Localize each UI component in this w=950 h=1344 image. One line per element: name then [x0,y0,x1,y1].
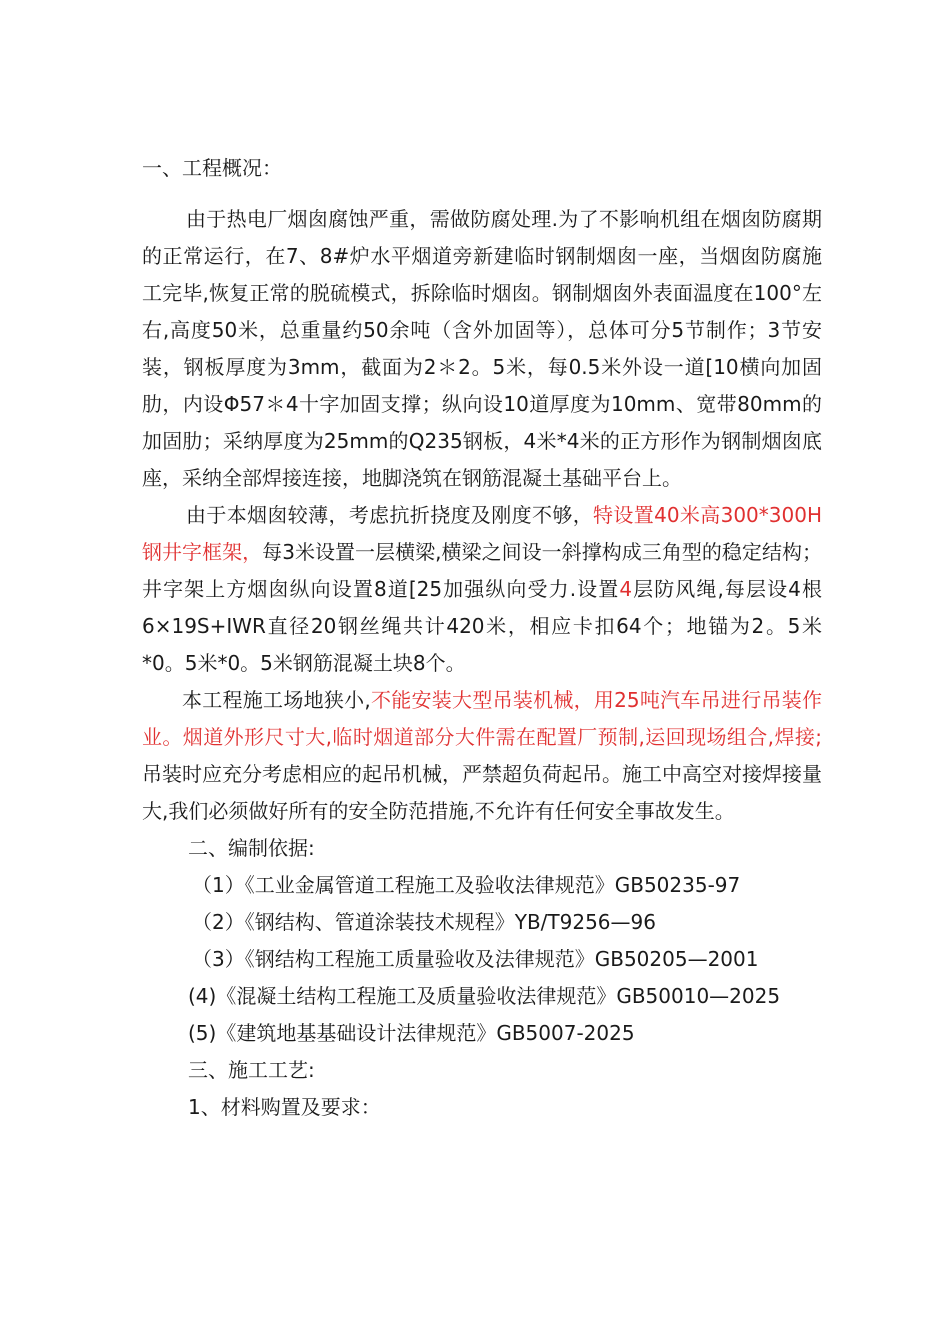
text-segment: 吊装时应充分考虑相应的起吊机械，严禁超负荷起吊。施工中高空对接焊接量大,我们必须做好所有的安全防范措施,不允许有任何安全事故发生。 [142,762,822,823]
text-segment: 本工程施工场地狭小, [182,688,371,712]
highlight-text: 特设置40米高300*300H钢井字框架， [142,503,822,564]
reference-item: (5)《建筑地基基础设计法律规范》GB5007-2025 [188,1021,635,1045]
section-heading-process: 三、施工工艺: [188,1058,315,1082]
text-segment: 层防风绳,每层设4根6×19S+IWR直径20钢丝绳共计420米，相应卡扣64个；地锚为2。5米*0。5米*0。5米钢筋混凝土块8个。 [142,577,822,675]
highlight-text: 不能安装大型吊装机械，用25吨汽车吊进行吊装作业。烟道外形尺寸大,临时烟道部分大件需在配置厂预制,运回现场组合,焊接; [142,688,822,749]
text-segment: 由于本烟囱较薄，考虑抗折挠度及刚度不够， [186,503,594,527]
reference-item: （1）《工业金属管道工程施工及验收法律规范》GB50235-97 [192,873,741,897]
reference-item: （2）《钢结构、管道涂装技术规程》YB/T9256—96 [192,910,656,934]
section-heading-basis: 二、编制依据: [188,836,315,860]
paragraph-frame-structure [142,497,822,682]
reference-item: (4)《混凝土结构工程施工及质量验收法律规范》GB50010—2025 [188,984,781,1008]
paragraph-site-conditions [142,682,822,830]
reference-item: （3）《钢结构工程施工质量验收及法律规范》GB50205—2001 [192,947,759,971]
section-heading-overview: 一、工程概况： [142,156,282,180]
paragraph-project-description: 由于热电厂烟囱腐蚀严重，需做防腐处理.为了不影响机组在烟囱防腐期的正常运行，在7、8#炉水平烟道旁新建临时钢制烟囱一座，当烟囱防腐施工完毕,恢复正常的脱硫模式，拆除临时烟囱。钢制烟囱外表面温度在100°左右,高度50米，总重量约50余吨（含外加固等），总体可分5节制作；3节安装，钢板厚度为3mm，截面为2＊2。5米，每0.5米外设一道[10横向加固肋，内设Φ57＊4十字加固支撑；纵向设10道厚度为10mm、宽带80mm的加固肋；采纳厚度为25mm的Q235钢板，4米*4米的正方形作为钢制烟囱底座，采纳全部焊接连接，地脚浇筑在钢筋混凝土基础平台上。 [142,207,822,490]
text-segment: 每3米设置一层横梁,横梁之间设一斜撑构成三角型的稳定结构；井字架上方烟囱纵向设置8道[25加强纵向受力.设置 [142,540,822,601]
highlight-text: 4 [619,577,633,601]
document-body [142,150,822,1126]
subsection-heading-materials: 1、材料购置及要求： [188,1095,381,1119]
